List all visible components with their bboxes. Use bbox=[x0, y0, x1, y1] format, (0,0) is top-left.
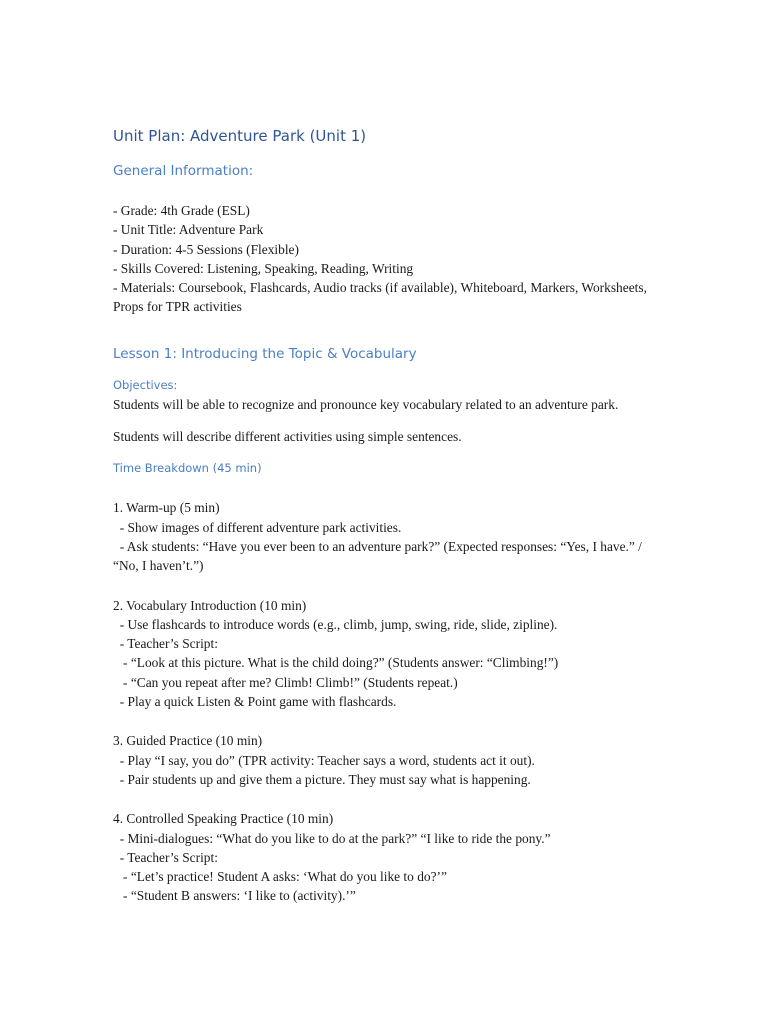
general-info-item: - Skills Covered: Listening, Speaking, Reading, Writing bbox=[113, 260, 414, 276]
step-line: - Ask students: “Have you ever been to an adventure park?” (Expected responses: “Yes, I have.” / “No, I haven’t.”) bbox=[113, 538, 646, 574]
step-line: - Use flashcards to introduce words (e.g., climb, jump, swing, ride, slide, zipline). bbox=[113, 616, 558, 632]
step-line: - Teacher’s Script: bbox=[113, 849, 218, 865]
lesson-step-guided-practice bbox=[113, 731, 653, 789]
step-line: - Play a quick Listen & Point game with flashcards. bbox=[113, 694, 397, 710]
step-line: - “Can you repeat after me? Climb! Climb!” (Students repeat.) bbox=[113, 674, 458, 690]
objective-text: Students will describe different activities using simple sentences. bbox=[113, 429, 462, 445]
general-info-item: - Duration: 4-5 Sessions (Flexible) bbox=[113, 241, 299, 257]
document-page bbox=[113, 125, 653, 906]
time-breakdown-heading: Time Breakdown (45 min) bbox=[113, 461, 262, 476]
step-line: - “Student B answers: ‘I like to (activity).’” bbox=[113, 888, 356, 904]
step-line: - Show images of different adventure park activities. bbox=[113, 519, 402, 535]
step-line: - “Look at this picture. What is the child doing?” (Students answer: “Climbing!”) bbox=[113, 655, 559, 671]
lesson-1-heading: Lesson 1: Introducing the Topic & Vocabulary bbox=[113, 345, 417, 362]
general-info-item: - Unit Title: Adventure Park bbox=[113, 222, 264, 238]
general-info-item: - Materials: Coursebook, Flashcards, Audio tracks (if available), Whiteboard, Markers, Worksheets, Props for TPR activities bbox=[113, 280, 651, 315]
step-line: - Play “I say, you do” (TPR activity: Teacher says a word, students act it out). bbox=[113, 752, 535, 768]
step-title: 2. Vocabulary Introduction (10 min) bbox=[113, 597, 307, 613]
step-title: 3. Guided Practice (10 min) bbox=[113, 733, 263, 749]
step-line: - Teacher’s Script: bbox=[113, 636, 218, 652]
general-info-heading: General Information: bbox=[113, 163, 254, 179]
step-line: - Mini-dialogues: “What do you like to do at the park?” “I like to ride the pony.” bbox=[113, 830, 551, 846]
step-line: - Pair students up and give them a picture. They must say what is happening. bbox=[113, 771, 531, 787]
objective-text: Students will be able to recognize and pronounce key vocabulary related to an adventure park. bbox=[113, 396, 619, 412]
document-title: Unit Plan: Adventure Park (Unit 1) bbox=[113, 127, 367, 145]
step-title: 4. Controlled Speaking Practice (10 min) bbox=[113, 811, 334, 827]
objectives-heading: Objectives: bbox=[113, 377, 178, 392]
lesson-step-controlled-speaking bbox=[113, 809, 653, 905]
lesson-step-warm-up bbox=[113, 498, 653, 575]
general-info-list bbox=[113, 201, 653, 317]
step-title: 1. Warm-up (5 min) bbox=[113, 500, 220, 516]
lesson-step-vocabulary bbox=[113, 596, 653, 712]
general-info-item: - Grade: 4th Grade (ESL) bbox=[113, 203, 250, 218]
step-line: - “Let’s practice! Student A asks: ‘What do you like to do?’” bbox=[113, 869, 447, 885]
